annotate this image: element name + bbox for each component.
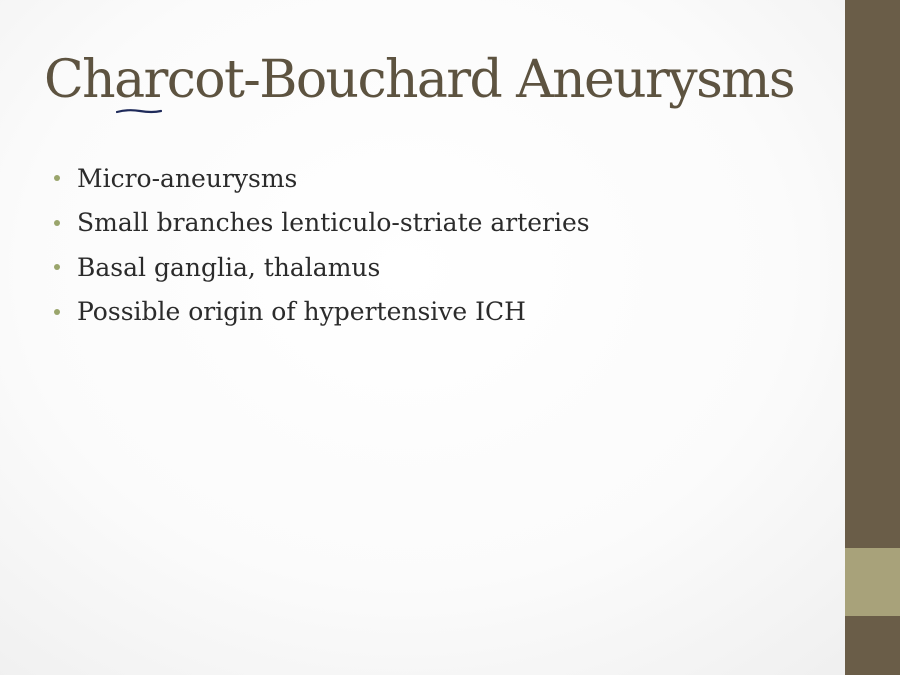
handwritten-underline-annotation	[116, 106, 162, 116]
bullet-text: Basal ganglia, thalamus	[77, 252, 381, 282]
bullet-dot-icon	[54, 220, 60, 226]
bullet-item	[54, 290, 590, 335]
bullet-item	[54, 156, 590, 201]
bullet-text: Possible origin of hypertensive ICH	[77, 297, 526, 327]
bullet-text: Micro-aneurysms	[77, 163, 298, 193]
bullet-dot-icon	[54, 264, 60, 270]
slide-title: Charcot-Bouchard Aneurysms	[44, 50, 794, 110]
bullet-dot-icon	[54, 309, 60, 315]
slide-side-band-accent	[845, 548, 900, 616]
bullet-item	[54, 201, 590, 246]
bullet-text: Small branches lenticulo-striate arteries	[77, 208, 590, 238]
bullet-dot-icon	[54, 175, 60, 181]
bullet-list	[54, 156, 590, 334]
bullet-item	[54, 245, 590, 290]
